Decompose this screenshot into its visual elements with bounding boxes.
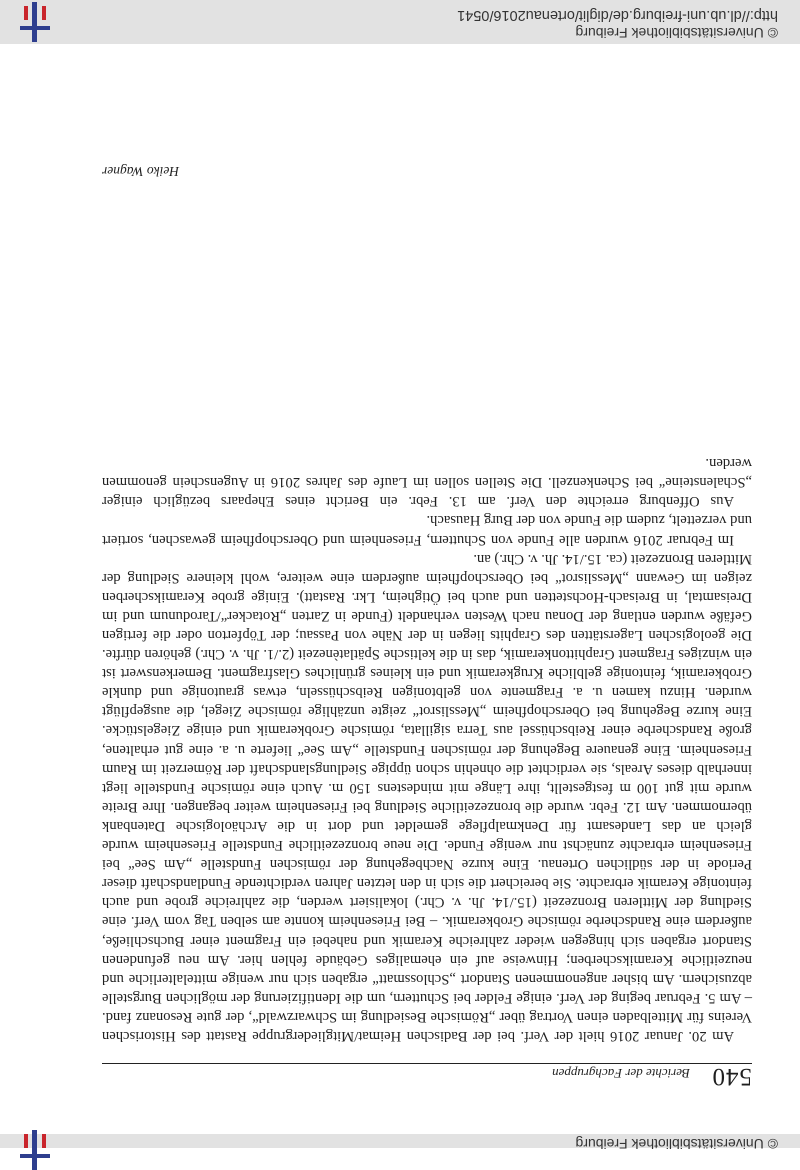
- ub-logo-icon: [20, 1130, 50, 1170]
- body-text: [102, 453, 752, 1045]
- library-footer-top: [0, 1134, 800, 1152]
- library-copyright: © Universitätsbibliothek Freiburg: [575, 25, 778, 41]
- page-number: 540: [711, 1063, 752, 1090]
- paragraph: Am 20. Januar 2016 hielt der Verf. bei der Badischen Heimat/Mitgliedergruppe Rastatt des Historischen Vereins für Mittelbaden einen Vortrag über „Römische Besiedlung im Schwarzwald“, der gute Resonanz fand. – Am 5. Februar beging der Verf. einige Felder bei Schuttern, um die Identifizierung der möglichen Burgstelle abzusichern. Am bisher angenommenen Standort „Schlossmatt“ ergaben sich nur wenige mittelalterliche und neuzeitliche Keramikscherben; Hinweise auf ein ehemaliges Gebäude fehlen hier. Am neu gefundenen Standort ergaben sich hingegen wieder zahlreiche Keramik und nahebei ein Fragment einer Buchschließe, außerdem eine Randscherbe römische Grobkeramik. – Bei Friesenheim konnte am selben Tag vom Verf. eine Siedlung der Mittleren Bronzezeit (15./14. Jh. v. Chr.) lokalisiert werden, die zahlreiche grobe und auch feintonige Keramik erbrachte. Sie bereichert die sich in den letzten Jahren verdichtende Fundlandschaft dieser Periode in der südlichen Ortenau. Eine kurze Nachbegehung der römischen Fundstelle „Am See“ bei Friesenheim erbrachte zunächst nur wenige Funde. Die neue bronzezeitliche Fundstelle Friesenheim wurde gleich an das Landesamt für Denkmalpflege gemeldet und dort in die Archäologische Datenbank übernommen. Am 12. Febr. wurde die bronzezeitliche Siedlung bei Friesenheim weiter begangen. Ihre Breite wurde mit gut 100 m festgestellt, ihre Länge mit mindestens 150 m. Auch eine römische Fundstelle liegt innerhalb dieses Areals, sie verdichtet die ohnehin schon üppige Siedlungslandschaft der Römerzeit im Raum Friesenheim. Eine genauere Begehung der römischen Fundstelle „Am See“ lieferte u. a. eine gut erhaltene, große Randscherbe einer Reibschüssel aus Terra sigillata, römische Grobkeramik und einige Ziegelstücke. Eine kurze Begehung bei Oberschopfheim „Messlisrot“ zeigte unzählige römische Ziegel, die ausgepflügt wurden. Hinzu kamen u. a. Fragmente von gelbtonigen Reibschüsseln, etwas grautonige und dunkle Grobkeramik, feintonige gelbliche Krugkeramik und ein kleines grünliches Glasfragment. Bemerkenswert ist ein winziges Fragment Graphittonkeramik, das in die keltische Spätlatènezeit (2./1. Jh. v. Chr.) gehören dürfte. Die geologischen Lagerstätten des Graphits liegen in der Nähe von Passau; der Töpferton oder die fertigen Gefäße wurden entlang der Donau nach Westen verhandelt (Funde in Zarten „Rotacker“/Tarodunum und im Dreisamtal, in Breisach-Hochstetten und auch bei Ötigheim, Lkr. Rastatt). Einige grobe Keramikscherben zeigen im Gewann „Messlisrot“ bei Oberschopfheim außerdem eine weitere, wohl kleinere Siedlung der Mittleren Bronzezeit (ca. 15./14. Jh. v. Chr.) an.: [102, 550, 752, 1044]
- paragraph: Aus Offenburg erreichte den Verf. am 13. Febr. ein Bericht eines Ehepaars bezüglich einiger „Schalensteine“ bei Schenkenzell. Die Stellen sollen im Laufe des Jahres 2016 in Augenschein genommen werden.: [102, 455, 752, 510]
- section-title: Berichte der Fachgruppen: [552, 1066, 690, 1081]
- ub-logo-icon: [20, 2, 50, 42]
- permalink-url[interactable]: http://dl.ub.uni-freiburg.de/diglit/ortenau2016/0541: [457, 7, 778, 23]
- library-copyright-top: © Universitätsbibliothek Freiburg: [575, 1136, 778, 1152]
- library-footer-bottom: [0, 0, 800, 44]
- running-header: [102, 1063, 752, 1090]
- author-signature: Heiko Wagner: [102, 164, 180, 179]
- paragraph: Im Februar 2016 wurden alle Funde von Schuttern, Friesenheim und Oberschopfheim gewaschen, sortiert und verzettelt, zudem die Funde von der Burg Hausach.: [102, 512, 752, 548]
